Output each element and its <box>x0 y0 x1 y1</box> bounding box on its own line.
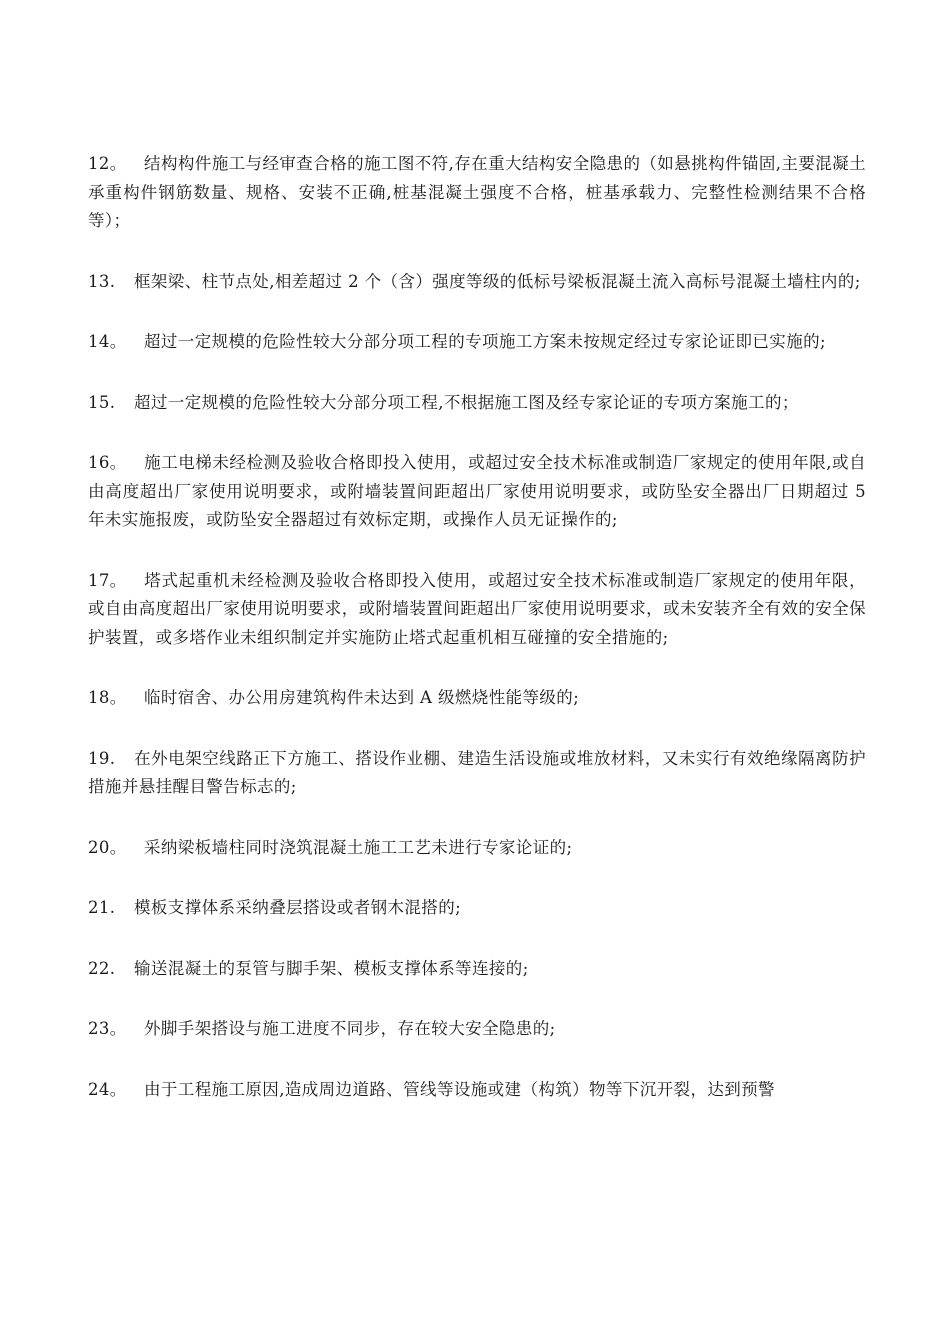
list-item <box>88 389 866 418</box>
list-item <box>88 834 866 863</box>
list-item <box>88 268 866 297</box>
item-number: 13. <box>88 271 116 291</box>
item-number: 17。 <box>88 570 127 590</box>
item-number: 22. <box>88 958 116 978</box>
list-item <box>88 894 866 923</box>
list-item <box>88 955 866 984</box>
item-number: 20。 <box>88 837 127 857</box>
item-text: 输送混凝土的泵管与脚手架、模板支撑体系等连接的; <box>134 958 529 978</box>
item-text: 超过一定规模的危险性较大分部分项工程,不根据施工图及经专家论证的专项方案施工的； <box>134 392 799 412</box>
item-text: 临时宿舍、办公用房建筑构件未达到 A 级燃烧性能等级的; <box>144 688 580 707</box>
item-text: 框架梁、柱节点处,相差超过 2 个（含）强度等级的低标号梁板混凝土流入高标号混凝土墙柱内的; <box>134 271 861 291</box>
item-number: 15. <box>88 392 116 412</box>
item-text: 施工电梯未经检测及验收合格即投入使用，或超过安全技术标准或制造厂家规定的使用年限,或自由高度超出厂家使用说明要求，或附墙装置间距超出厂家使用说明要求，或防坠安全器出厂日期超过 5 年未实施报废，或防坠安全器超过有效标定期，或操作人员无证操作的; <box>88 453 866 529</box>
list-item <box>88 567 866 653</box>
item-number: 24。 <box>88 1079 127 1099</box>
item-text: 采纳梁板墙柱同时浇筑混凝土施工工艺未进行专家论证的; <box>144 837 573 857</box>
list-item <box>88 1015 866 1044</box>
item-number: 23。 <box>88 1019 127 1038</box>
list-item <box>88 745 866 802</box>
list-item <box>88 1076 866 1105</box>
item-number: 12。 <box>88 154 127 173</box>
item-text: 模板支撑体系采纳叠层搭设或者钢木混搭的; <box>134 898 462 917</box>
item-text: 外脚手架搭设与施工进度不同步，存在较大安全隐患的; <box>144 1019 556 1038</box>
document-body <box>88 150 866 1136</box>
list-item <box>88 328 866 357</box>
item-number: 18。 <box>88 688 127 707</box>
item-text: 结构构件施工与经审查合格的施工图不符,存在重大结构安全隐患的（如悬挑构件锚固,主要混凝土承重构件钢筋数量、规格、安装不正确,桩基混凝土强度不合格，桩基承载力、完整性检测结果不合格等）； <box>88 154 866 230</box>
item-text: 由于工程施工原因,造成周边道路、管线等设施或建（构筑）物等下沉开裂，达到预警 <box>144 1079 775 1099</box>
item-text: 在外电架空线路正下方施工、搭设作业棚、建造生活设施或堆放材料，又未实行有效绝缘隔离防护措施并悬挂醒目警告标志的; <box>88 748 866 796</box>
item-number: 19. <box>88 748 116 768</box>
list-item <box>88 449 866 535</box>
item-text: 超过一定规模的危险性较大分部分项工程的专项施工方案未按规定经过专家论证即已实施的; <box>144 332 826 351</box>
item-number: 21. <box>88 898 116 917</box>
item-text: 塔式起重机未经检测及验收合格即投入使用，或超过安全技术标准或制造厂家规定的使用年限，或自由高度超出厂家使用说明要求，或附墙装置间距超出厂家使用说明要求，或未安装齐全有效的安全保护装置，或多塔作业未组织制定并实施防止塔式起重机相互碰撞的安全措施的; <box>88 570 866 647</box>
item-number: 16。 <box>88 453 127 472</box>
item-number: 14。 <box>88 332 127 351</box>
list-item <box>88 684 866 713</box>
list-item <box>88 150 866 236</box>
